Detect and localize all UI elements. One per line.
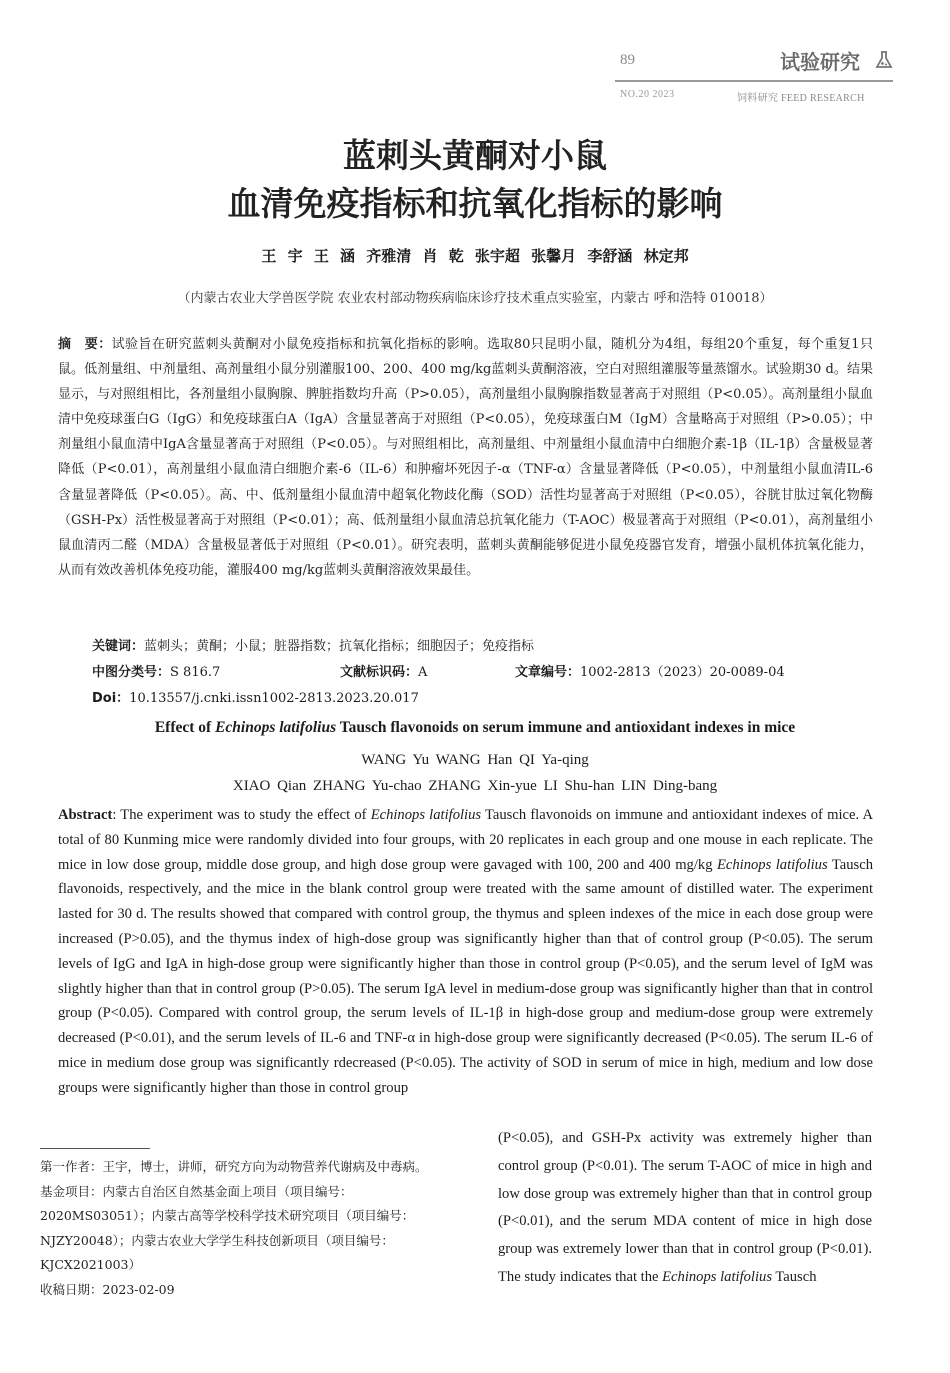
abstract-en-col-tail: Tausch bbox=[772, 1268, 817, 1285]
footnote-rule bbox=[40, 1148, 150, 1149]
abstract-en-seg2: Tausch flavonoids on immune and antioxidant indexes of mice. A total of 80 Kunming mice were randomly divided into four groups, with 20 replicates in each group and one mouse in each replicate. The mice in low dose group, middle dose group, and high dose group were gavaged with 100, 200 and 400 mg/kg bbox=[58, 807, 874, 873]
abstract-en-seg1: : The experiment was to study the effect of bbox=[112, 807, 371, 823]
english-authors-line-2: XIAO Qian ZHANG Yu-chao ZHANG Xin-yue LI Shu-han LIN Ding-bang bbox=[232, 778, 718, 794]
abstract-cn bbox=[58, 332, 873, 583]
header-rule bbox=[615, 80, 893, 82]
clc-value: S 816.7 bbox=[170, 665, 221, 680]
section-title: 试验研究 bbox=[780, 50, 860, 74]
issue-number: NO.20 2023 bbox=[620, 89, 675, 100]
doi bbox=[92, 687, 419, 706]
clc-label: 中图分类号： bbox=[92, 665, 171, 680]
article-title-line-2: 血清免疫指标和抗氧化指标的影响 bbox=[227, 184, 723, 223]
footnote bbox=[40, 1155, 452, 1302]
art-label: 文章编号： bbox=[515, 665, 581, 680]
abstract-en-seg3: Tausch flavonoids, respectively, and the mice in the blank control group were treated with the same amount of distilled water. The experiment lasted for 30 d. The results showed that compared with control group, the thymus and spleen indexes of the mice in each dose group were increased (P>0.05), and the thymus index of high-dose group was significantly higher than that of control group (P<0.05). The serum levels of IgG and IgA in high-dose group were significantly higher than those in control group (P<0.05), and the serum level of IgM was slightly higher than that in control group (P>0.05). The serum IgA level in medium-dose group was significantly higher than that in control group (P<0.05). Compared with control group, the serum levels of IL-1β in high-dose group and medium-dose group were extremely decreased (P<0.01), and the serum levels of IL-6 and TNF-α in high-dose group were significantly decreased (P<0.05). The serum IL-6 of mice in medium dose group was significantly rdecreased (P<0.05). The activity of SOD in serum of mice in high, medium and low dose groups were significantly higher than those in control group bbox=[58, 856, 873, 1096]
abstract-en-species-1: Echinops latifolius bbox=[370, 807, 482, 823]
footnote-received: 收稿日期：2023-02-09 bbox=[40, 1281, 175, 1297]
abstract-en-continuation bbox=[498, 1125, 872, 1292]
art-value: 1002-2813（2023）20-0089-04 bbox=[580, 665, 785, 680]
doi-value: 10.13557/j.cnki.issn1002-2813.2023.20.017 bbox=[129, 691, 419, 706]
article-title-line-1: 蓝刺头黄酮对小鼠 bbox=[343, 136, 607, 175]
english-title-post: Tausch flavonoids on serum immune and antioxidant indexes in mice bbox=[336, 719, 796, 736]
english-authors-line-1: WANG Yu WANG Han QI Ya-qing bbox=[361, 752, 589, 768]
abstract-cn-text: 试验旨在研究蓝刺头黄酮对小鼠免疫指标和抗氧化指标的影响。选取80只昆明小鼠，随机分为4组，每组20个重复，每个重复1只鼠。低剂量组、中剂量组、高剂量组小鼠分别灌服100、200、400 mg/kg蓝刺头黄酮溶液，空白对照组灌服等量蒸馏水。试验期30 d。结果显示，与对照组相比，各剂量组小鼠胸腺、脾脏指数均升高（P>0.05），高剂量组小鼠胸腺指数显著高于对照组（P<0.05）。高剂量组小鼠血清中免疫球蛋白G（IgG）和免疫球蛋白A（IgA）含量显著高于对照组（P<0.05），免疫球蛋白M（IgM）含量略高于对照组（P>0.05）；中剂量组小鼠血清中IgA含量显著高于对照组（P<0.05）。与对照组相比，高剂量组、中剂量组小鼠血清中白细胞介素-1β（IL-1β）含量极显著降低（P<0.01），高剂量组小鼠血清白细胞介素-6（IL-6）和肿瘤坏死因子-α（TNF-α）含量显著降低（P<0.05），中剂量组小鼠血清IL-6含量显著降低（P<0.05）。高、中、低剂量组小鼠血清中超氧化物歧化酶（SOD）活性均显著高于对照组（P<0.05），谷胱甘肽过氧化物酶（GSH-Px）活性极显著高于对照组（P<0.01）；高、低剂量组小鼠血清总抗氧化能力（T-AOC）极显著高于对照组（P<0.01），高剂量组小鼠血清丙二醛（MDA）含量极显著低于对照组（P<0.01）。研究表明，蓝刺头黄酮能够促进小鼠免疫器官发育，增强小鼠机体抗氧化能力，从而有效改善机体免疫功能，灌服400 mg/kg蓝刺头黄酮溶液效果最佳。 bbox=[58, 337, 873, 578]
keywords-label: 关键词： bbox=[92, 639, 145, 654]
abstract-en-col-text: (P<0.05), and GSH-Px activity was extremely higher than control group (P<0.01). The serum T-AOC of mice in high and low dose group was extremely higher than that in control group (P<0.01), and the serum MDA content of mice in high dose group was extremely lower than that in control group (P<0.01). The study indicates that the bbox=[498, 1130, 872, 1285]
english-title-pre: Effect of bbox=[154, 719, 216, 736]
doc-label: 文献标识码： bbox=[340, 665, 419, 680]
keywords-text: 蓝刺头；黄酮；小鼠；脏器指数；抗氧化指标；细胞因子；免疫指标 bbox=[144, 639, 535, 654]
abstract-cn-label: 摘 要： bbox=[58, 337, 112, 352]
journal-name: 饲料研究 FEED RESEARCH bbox=[737, 93, 865, 104]
document-code bbox=[340, 661, 427, 680]
page-number: 89 bbox=[620, 52, 635, 68]
footnote-fund: 基金项目：内蒙古自治区自然基金面上项目（项目编号：2020MS03051）；内蒙古高等学校科学技术研究项目（项目编号：NJZY20048）；内蒙古农业大学学生科技创新项目（项目编号：KJCX2021003） bbox=[40, 1183, 415, 1272]
abstract-en-label: Abstract bbox=[58, 807, 113, 823]
authors-cn: 王 宇 王 涵 齐雅清 肖 乾 张宇超 张馨月 李舒涵 林定邦 bbox=[261, 247, 689, 265]
footnote-first-author: 第一作者：王宇，博士，讲师，研究方向为动物营养代谢病及中毒病。 bbox=[40, 1159, 428, 1174]
doi-label: Doi： bbox=[92, 691, 130, 706]
doc-value: A bbox=[418, 665, 428, 680]
flask-icon bbox=[874, 50, 894, 70]
abstract-en bbox=[58, 803, 873, 1101]
english-title-species: Echinops latifolius bbox=[215, 719, 337, 736]
abstract-en-species-3: Echinops latifolius bbox=[662, 1268, 772, 1285]
abstract-en-species-2: Echinops latifolius bbox=[716, 856, 828, 873]
clc-number bbox=[92, 661, 220, 680]
affiliation-cn: （内蒙古农业大学兽医学院 农业农村部动物疾病临床诊疗技术重点实验室，内蒙古 呼和浩特 010018） bbox=[177, 291, 773, 306]
keywords bbox=[92, 635, 534, 654]
english-title bbox=[0, 719, 950, 737]
article-number bbox=[515, 661, 785, 680]
